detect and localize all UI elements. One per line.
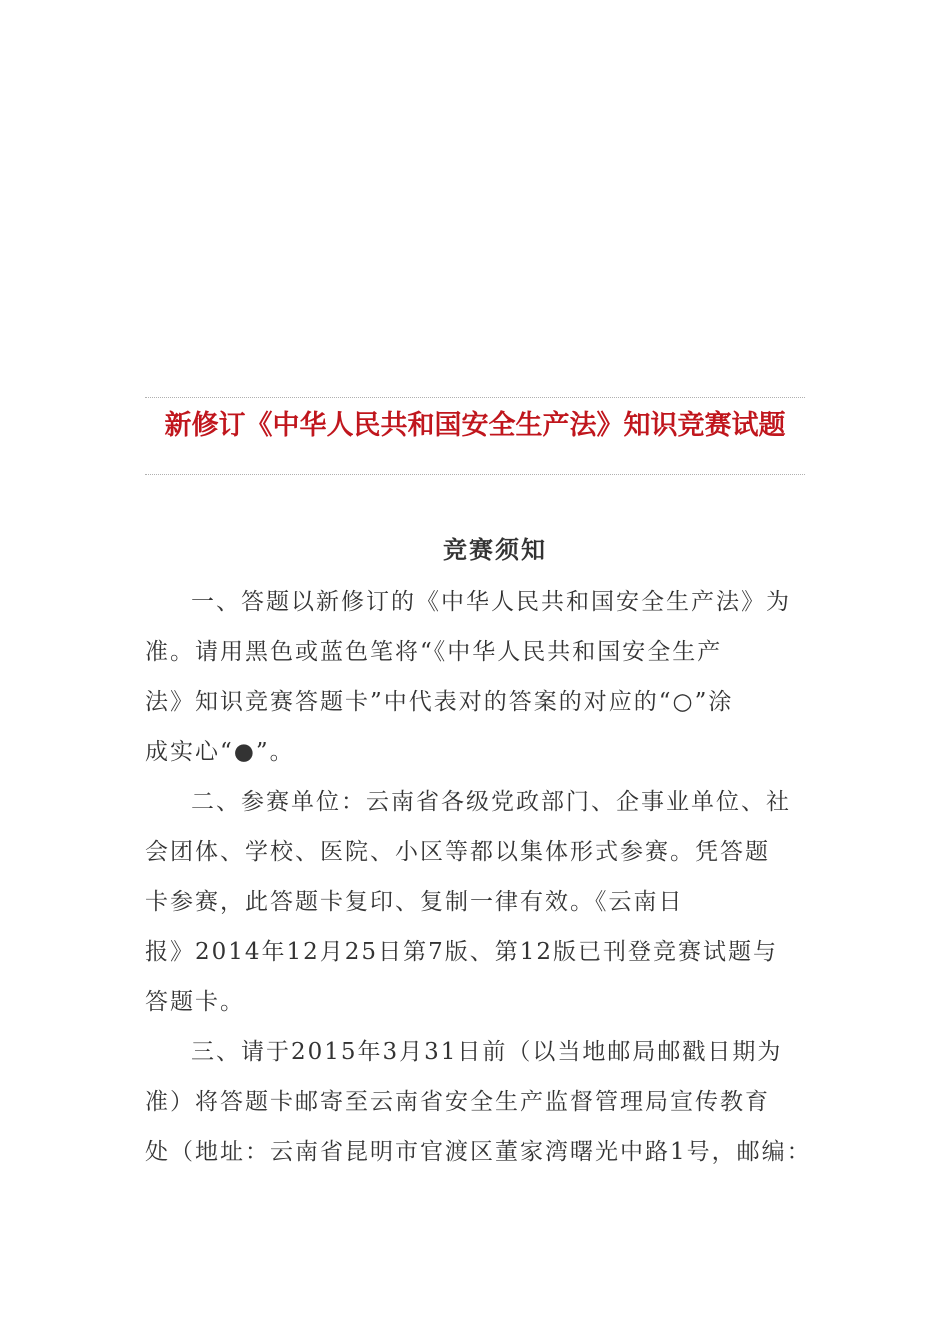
paragraph-3: [145, 1027, 825, 1177]
paragraph-line: 准。请用黑色或蓝色笔将“《中华人民共和国安全生产: [145, 639, 723, 665]
paragraph-line: 卡参赛，此答题卡复印、复制一律有效。《云南日: [145, 889, 684, 915]
paragraph-line: 报》2014年12月25日第7版、第12版已刊登竞赛试题与: [145, 939, 778, 965]
title-top-divider: [145, 397, 805, 398]
paragraph-line: 一、答题以新修订的《中华人民共和国安全生产法》为: [191, 589, 791, 615]
paragraph-2: [145, 777, 825, 1027]
paragraph-line: 准）将答题卡邮寄至云南省安全生产监督管理局宣传教育: [145, 1089, 770, 1115]
paragraph-line: 二、参赛单位：云南省各级党政部门、企事业单位、社: [191, 789, 791, 815]
paragraph-line: 会团体、学校、医院、小区等都以集体形式参赛。凭答题: [145, 839, 770, 865]
paragraph-line: 成实心“●”。: [145, 739, 295, 765]
section-heading: 竞赛须知: [443, 535, 547, 564]
paragraph-line: 三、请于2015年3月31日前（以当地邮局邮戳日期为: [191, 1039, 783, 1065]
document-title: 新修订《中华人民共和国安全生产法》知识竞赛试题: [164, 410, 786, 441]
paragraph-line: 答题卡。: [145, 989, 245, 1015]
paragraph-line: 法》知识竞赛答题卡”中代表对的答案的对应的“○”涂: [145, 689, 734, 715]
paragraph-line: 处（地址：云南省昆明市官渡区董家湾曙光中路1号，邮编：: [145, 1139, 812, 1165]
paragraph-1: [145, 577, 825, 777]
title-bottom-divider: [145, 474, 805, 475]
